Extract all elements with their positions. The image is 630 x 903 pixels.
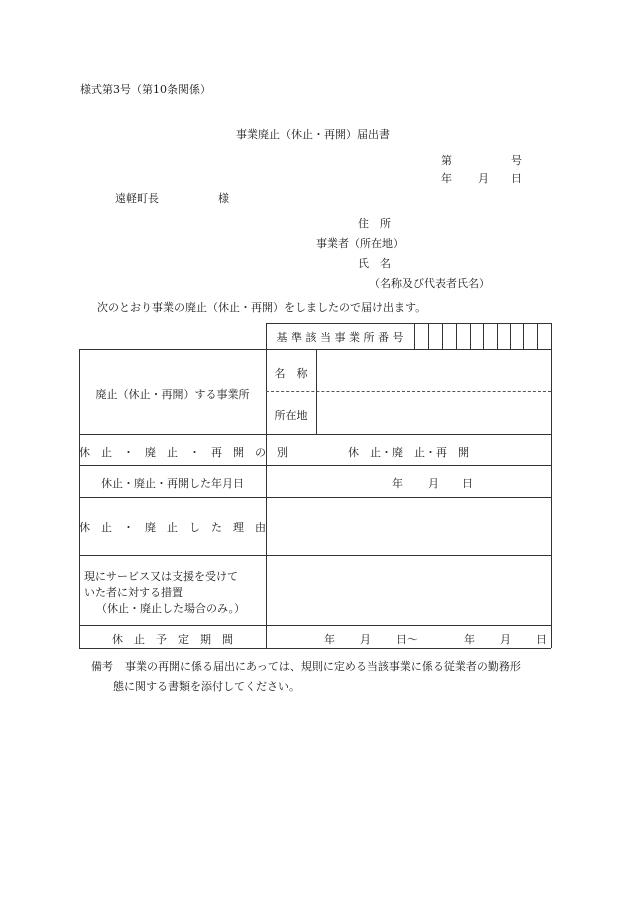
- period-hi1: 日～: [396, 633, 418, 646]
- intro-text: 次のとおり事業の廃止（休止・再開）をしましたので届け出ます。: [97, 301, 427, 314]
- date-label: 休止・廃止・再開した年月日: [101, 477, 244, 490]
- period-nen2: 年: [464, 633, 475, 646]
- measures-label-2: いた者に対する措置: [84, 586, 183, 599]
- number-go: 号: [511, 154, 522, 167]
- form-label: 様式第3号（第10条関係）: [80, 83, 211, 96]
- period-nen1: 年: [324, 633, 335, 646]
- row-date-hi: 日: [462, 477, 473, 490]
- office-address-label: 所在地: [274, 409, 308, 422]
- office-row-label: 廃止（休止・再開）する事業所: [95, 388, 250, 401]
- remarks-line-2: 態に関する書類を添付してください。: [113, 680, 300, 693]
- applicant-business-label: 事業者（所在地）: [316, 237, 404, 250]
- office-name-input[interactable]: [318, 351, 549, 389]
- measures-label-1: 現にサービス又は支援を受けて: [84, 570, 238, 583]
- form-title: 事業廃止（休止・再開）届出書: [236, 128, 390, 141]
- reason-input[interactable]: [268, 499, 549, 553]
- period-label: 休 止 予 定 期 間: [112, 633, 233, 646]
- addressee-sama: 様: [218, 192, 229, 205]
- applicant-name-label: 氏 名: [358, 257, 391, 270]
- applicant-name-note: （名称及び代表者氏名）: [369, 277, 490, 290]
- date-tsuki: 月: [478, 172, 489, 185]
- applicant-address-label: 住 所: [358, 217, 391, 230]
- row-date-tsuki: 月: [428, 477, 439, 490]
- period-tsuki2: 月: [500, 633, 511, 646]
- number-dai: 第: [441, 154, 452, 167]
- office-number-input[interactable]: [415, 324, 550, 348]
- date-hi: 日: [511, 172, 522, 185]
- row-date-nen: 年: [392, 477, 403, 490]
- remarks-line-1: 事業の再開に係る届出にあっては、規則に定める当該事業に係る従業者の勤務形: [125, 660, 521, 673]
- office-name-label: 名 称: [274, 367, 308, 380]
- addressee-name: 遠軽町長: [115, 192, 159, 205]
- office-address-input[interactable]: [318, 393, 549, 433]
- period-input[interactable]: [268, 627, 549, 646]
- date-input[interactable]: [268, 467, 549, 495]
- type-label: 休 止 ・ 廃 止 ・ 再 開 の 別: [79, 446, 288, 459]
- date-nen: 年: [441, 172, 452, 185]
- period-hi2: 日: [536, 633, 547, 646]
- period-tsuki1: 月: [360, 633, 371, 646]
- office-number-label: 基 準 該 当 事 業 所 番 号: [276, 331, 404, 344]
- measures-input[interactable]: [268, 557, 549, 623]
- measures-label-3: （休止・廃止した場合のみ。）: [96, 602, 246, 615]
- type-value[interactable]: 休 止・廃 止・再 開: [348, 446, 469, 459]
- reason-label: 休 止 ・ 廃 止 し た 理 由: [79, 521, 266, 534]
- remarks-label: 備考: [91, 660, 113, 673]
